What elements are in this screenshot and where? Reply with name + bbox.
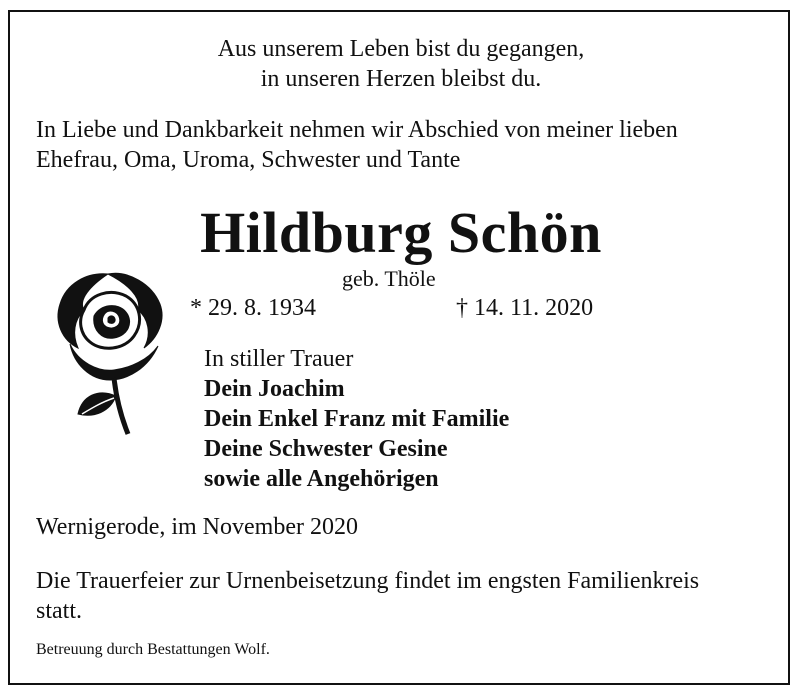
- intro-line-1: In Liebe und Dankbarkeit nehmen wir Abschied von meiner lieben: [36, 117, 678, 143]
- place-date: Wernigerode, im November 2020: [36, 514, 358, 540]
- deceased-name: Hildburg Schön: [200, 200, 602, 265]
- mourner-name: Dein Joachim: [204, 376, 345, 402]
- obituary-notice: [8, 10, 790, 685]
- death-date: † 14. 11. 2020: [456, 295, 594, 321]
- ceremony-line-1: Die Trauerfeier zur Urnenbeisetzung findet im engsten Familienkreis: [36, 568, 700, 594]
- intro-line-2: Ehefrau, Oma, Uroma, Schwester und Tante: [36, 147, 461, 173]
- funeral-home-credit: Betreuung durch Bestattungen Wolf.: [36, 641, 270, 658]
- verse-line-1: Aus unserem Leben bist du gegangen,: [217, 36, 585, 62]
- mourner-name: Dein Enkel Franz mit Familie: [204, 406, 510, 432]
- rose-icon: [48, 264, 174, 440]
- ceremony-line-2: statt.: [36, 598, 82, 624]
- verse-line-2: in unseren Herzen bleibst du.: [260, 66, 542, 92]
- mourner-name: sowie alle Angehörigen: [204, 466, 439, 492]
- birth-date: * 29. 8. 1934: [190, 295, 316, 321]
- mourner-name: Deine Schwester Gesine: [204, 436, 448, 462]
- mourners-heading: In stiller Trauer: [204, 346, 354, 372]
- maiden-name: geb. Thöle: [342, 266, 436, 291]
